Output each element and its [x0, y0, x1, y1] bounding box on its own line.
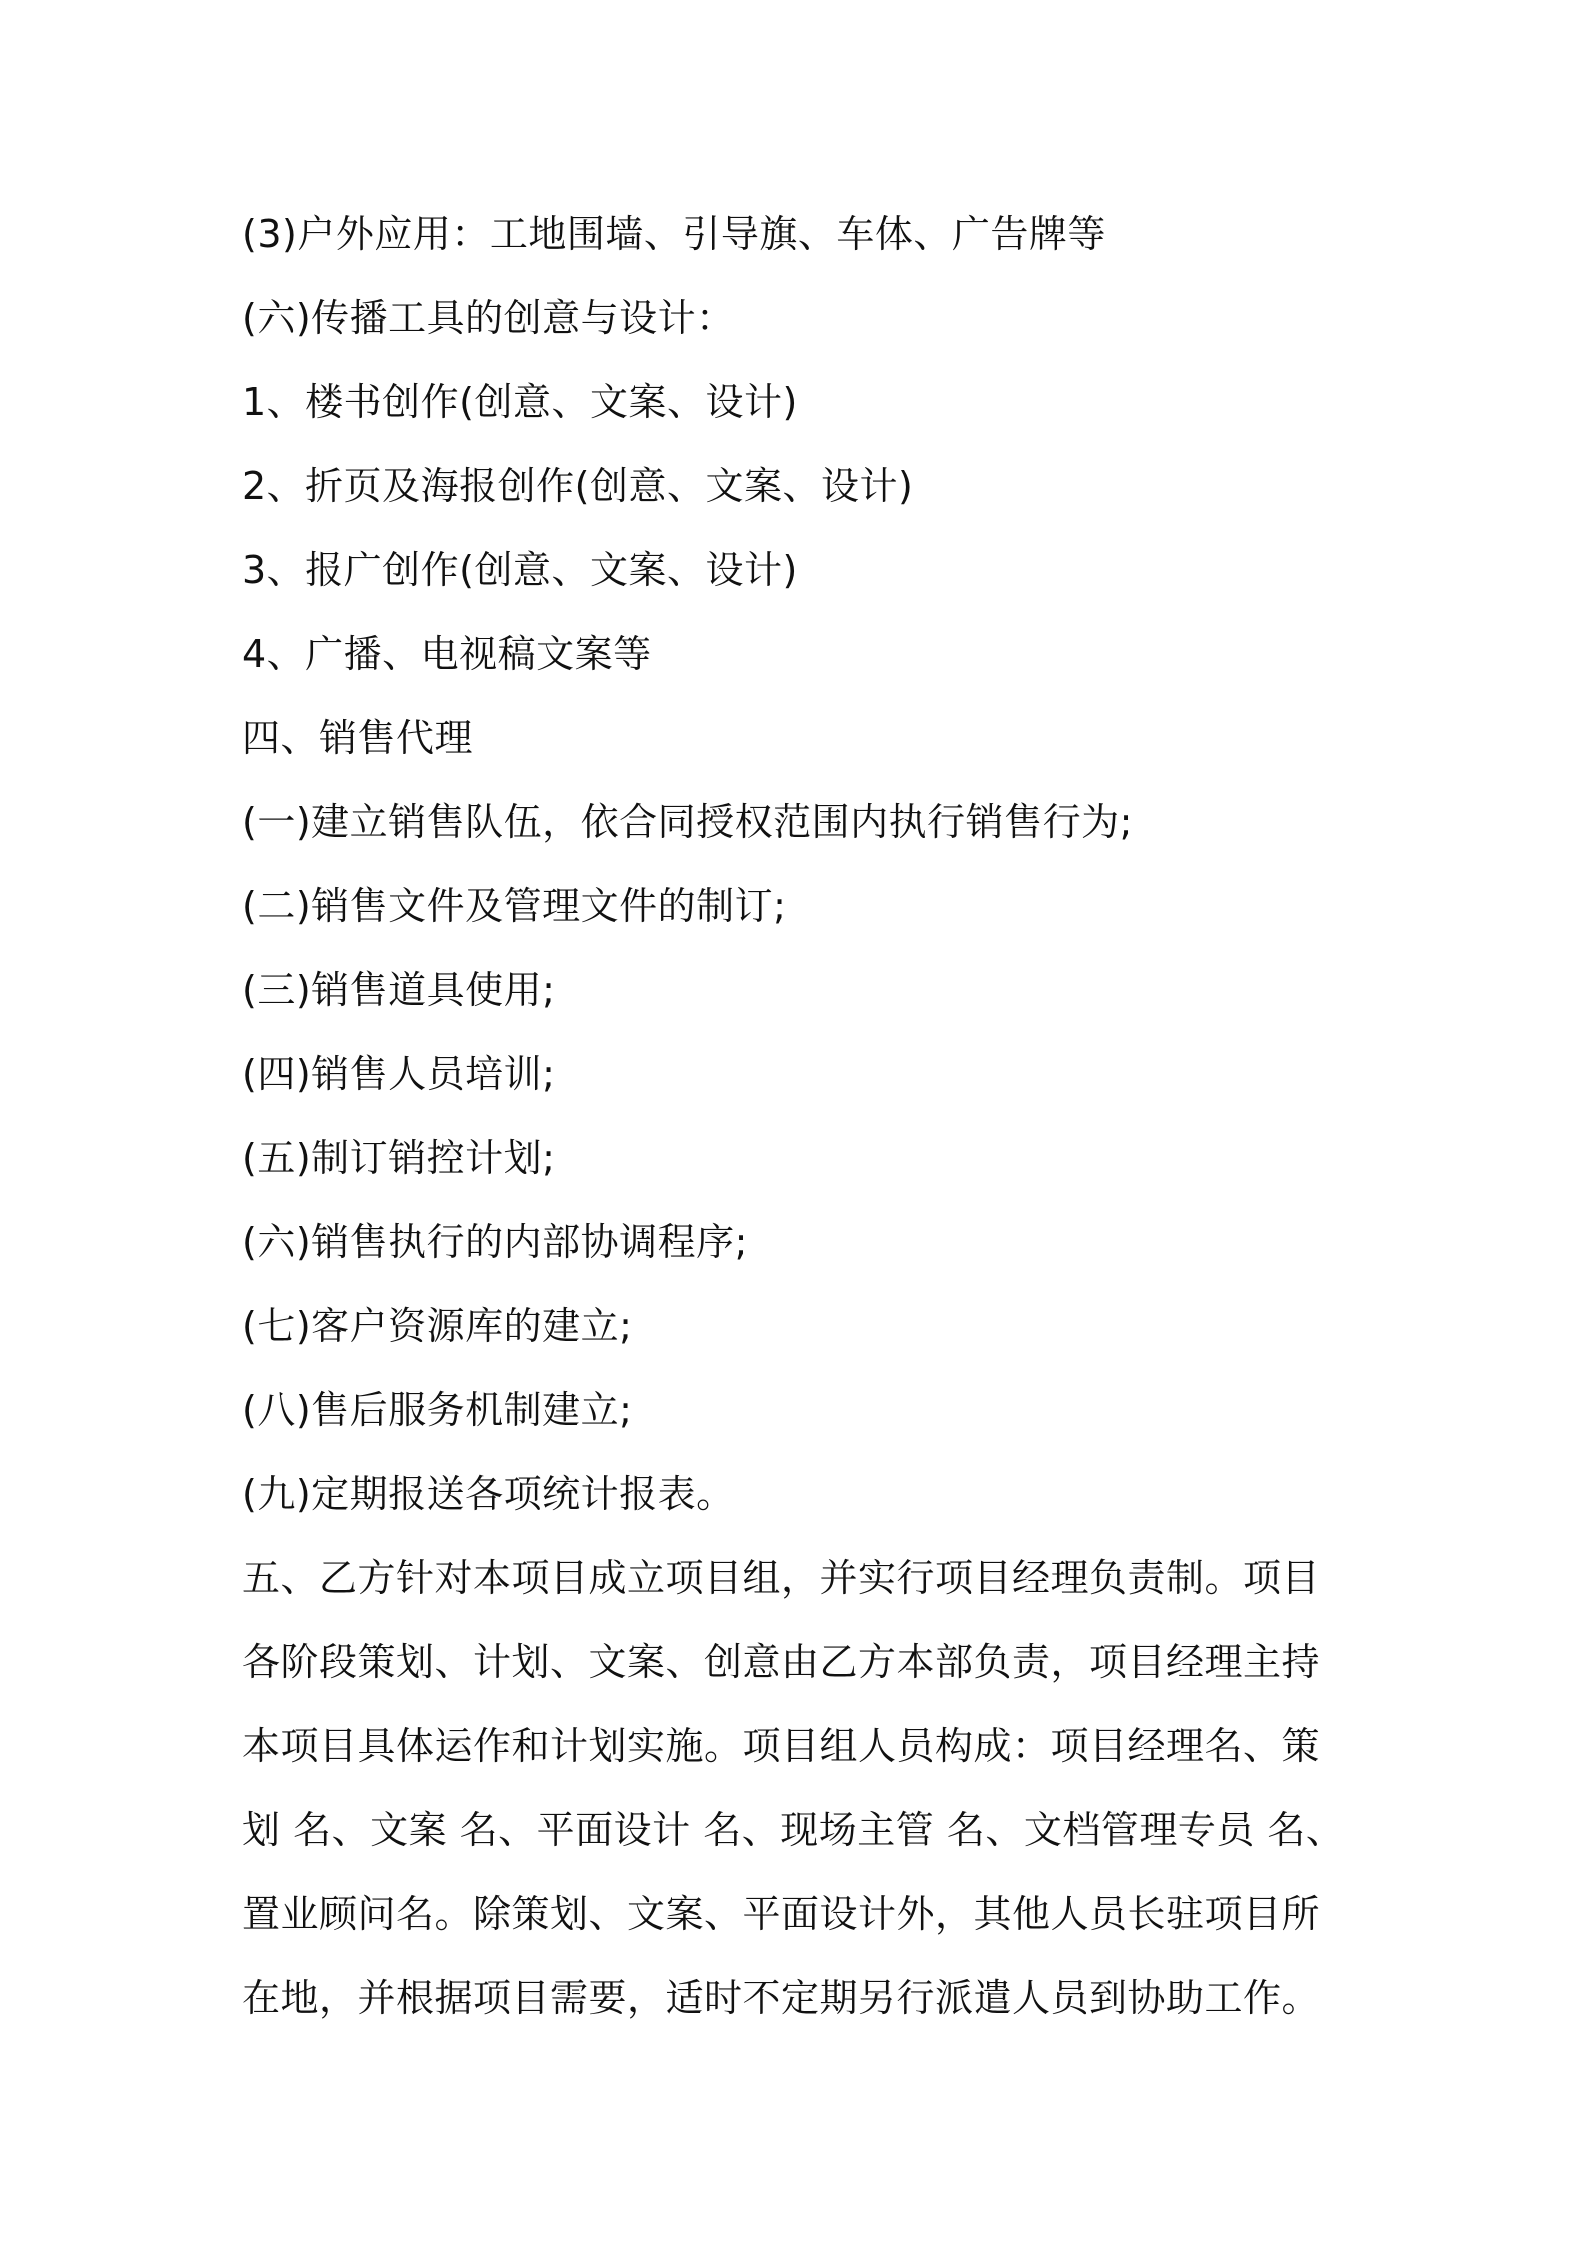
- list-item: (四)销售人员培训;: [242, 1052, 556, 1096]
- list-item: 4、广播、电视稿文案等: [242, 632, 652, 676]
- paragraph-line: 在地，并根据项目需要，适时不定期另行派遣人员到协助工作。: [242, 1976, 1321, 2020]
- paragraph-line: 五、乙方针对本项目成立项目组，并实行项目经理负责制。项目: [242, 1556, 1321, 1600]
- paragraph-line: 各阶段策划、计划、文案、创意由乙方本部负责，项目经理主持: [242, 1640, 1321, 1684]
- list-item: (七)客户资源库的建立;: [242, 1304, 633, 1348]
- list-item: (六)销售执行的内部协调程序;: [242, 1220, 748, 1264]
- list-item: (一)建立销售队伍，依合同授权范围内执行销售行为;: [242, 800, 1133, 844]
- section-heading: (六)传播工具的创意与设计：: [242, 296, 735, 340]
- list-item: (三)销售道具使用;: [242, 968, 556, 1012]
- list-item: (二)销售文件及管理文件的制订;: [242, 884, 787, 928]
- document-body: [242, 192, 1362, 2040]
- paragraph-line: 划 名、文案 名、平面设计 名、现场主管 名、文档管理专员 名、: [242, 1808, 1345, 1852]
- paragraph-line: 置业顾问名。除策划、文案、平面设计外，其他人员长驻项目所: [242, 1892, 1321, 1936]
- paragraph-line: 本项目具体运作和计划实施。项目组人员构成：项目经理名、策: [242, 1724, 1321, 1768]
- list-item: 2、折页及海报创作(创意、文案、设计): [242, 464, 914, 508]
- list-item: 3、报广创作(创意、文案、设计): [242, 548, 798, 592]
- list-item: 1、楼书创作(创意、文案、设计): [242, 380, 798, 424]
- section-heading: 四、销售代理: [242, 716, 474, 760]
- paragraph-section-five: [242, 1536, 1362, 2040]
- list-item: (九)定期报送各项统计报表。: [242, 1472, 735, 1516]
- list-item: (八)售后服务机制建立;: [242, 1388, 633, 1432]
- text-line: (3)户外应用：工地围墙、引导旗、车体、广告牌等: [242, 212, 1106, 256]
- list-item: (五)制订销控计划;: [242, 1136, 556, 1180]
